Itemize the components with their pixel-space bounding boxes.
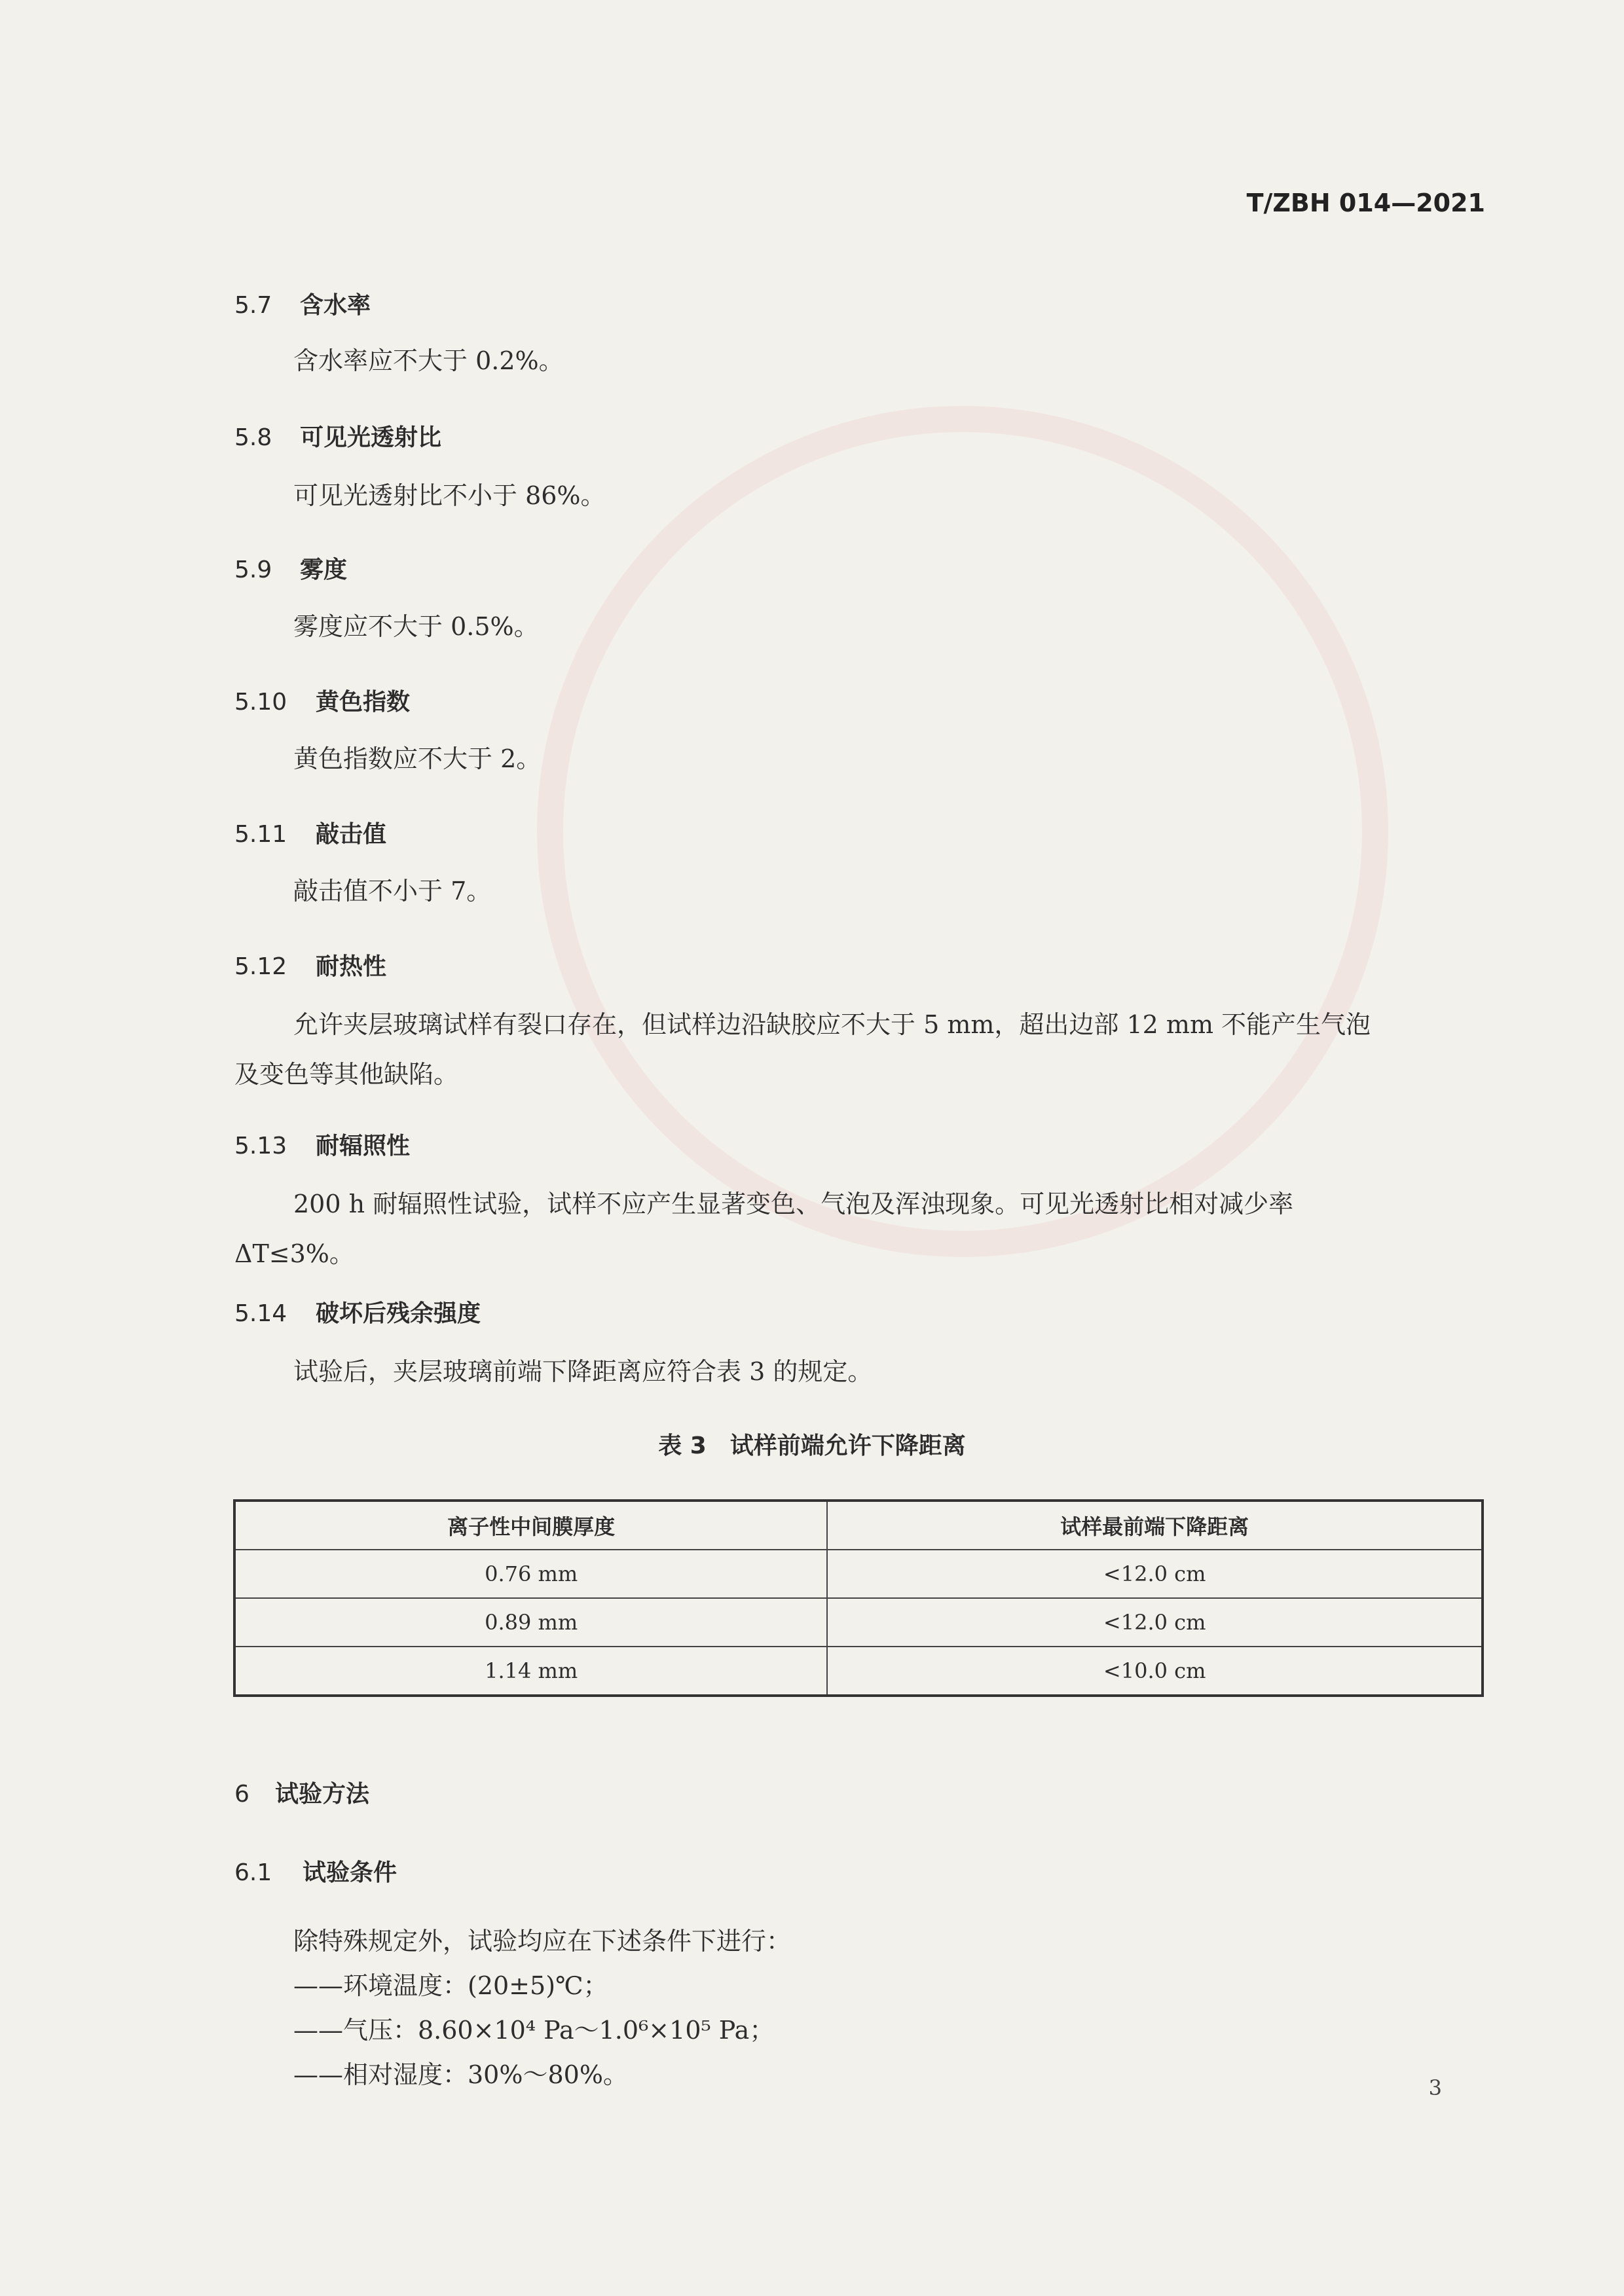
table-header-row bbox=[234, 1501, 1483, 1550]
table-caption: 表 3 试样前端允许下降距离 bbox=[658, 1432, 966, 1459]
section-number: 5.9 bbox=[234, 556, 272, 583]
condition-item-humidity: ——相对湿度：30%～80%。 bbox=[293, 2060, 628, 2089]
page-number: 3 bbox=[1428, 2075, 1442, 2100]
table-row bbox=[234, 1598, 1483, 1647]
section-heading-5-14 bbox=[234, 1295, 481, 1328]
condition-item-temperature: ——环境温度：(20±5)℃； bbox=[293, 1971, 608, 2000]
section-body-5-9: 雾度应不大于 0.5%。 bbox=[293, 612, 539, 641]
drop-distance-table bbox=[233, 1499, 1484, 1697]
table-cell: 0.76 mm bbox=[234, 1550, 827, 1598]
section-title: 耐辐照性 bbox=[316, 1133, 411, 1159]
section-heading-5-8 bbox=[234, 419, 441, 452]
section-title: 试验条件 bbox=[303, 1859, 397, 1886]
section-title: 耐热性 bbox=[316, 953, 387, 980]
section-body-5-10: 黄色指数应不大于 2。 bbox=[293, 744, 542, 773]
section-body-5-8: 可见光透射比不小于 86%。 bbox=[293, 481, 606, 510]
section-body-5-11: 敲击值不小于 7。 bbox=[293, 877, 492, 905]
section-number: 6.1 bbox=[234, 1859, 272, 1886]
section-heading-5-12 bbox=[234, 948, 386, 981]
section-title: 黄色指数 bbox=[316, 689, 411, 716]
section-title: 雾度 bbox=[300, 556, 348, 583]
faint-seal-watermark bbox=[537, 406, 1388, 1257]
condition-item-pressure: ——气压：8.60×10⁴ Pa～1.0⁶×10⁵ Pa； bbox=[293, 2016, 775, 2045]
table-row bbox=[234, 1550, 1483, 1598]
table-cell: 0.89 mm bbox=[234, 1598, 827, 1647]
section-body-5-7: 含水率应不大于 0.2%。 bbox=[293, 346, 564, 375]
section-body-5-12: 允许夹层玻璃试样有裂口存在，但试样边沿缺胶应不大于 5 mm，超出边部 12 mm 不能产生气泡 bbox=[293, 1010, 1371, 1039]
section-number: 5.8 bbox=[234, 424, 272, 451]
section-body-5-12-continued: 及变色等其他缺陷。 bbox=[234, 1060, 459, 1089]
section-heading-5-9 bbox=[234, 551, 347, 585]
section-number: 5.14 bbox=[234, 1300, 287, 1327]
section-title: 含水率 bbox=[300, 292, 371, 319]
table-cell: <12.0 cm bbox=[827, 1550, 1483, 1598]
test-conditions-intro: 除特殊规定外，试验均应在下述条件下进行： bbox=[293, 1927, 792, 1956]
chapter-title: 试验方法 bbox=[275, 1781, 370, 1808]
document-code: T/ZBH 014—2021 bbox=[1246, 189, 1485, 217]
table-header-cell: 离子性中间膜厚度 bbox=[234, 1501, 827, 1550]
section-heading-5-13 bbox=[234, 1127, 410, 1161]
section-body-5-14: 试验后，夹层玻璃前端下降距离应符合表 3 的规定。 bbox=[293, 1357, 873, 1386]
section-heading-5-10 bbox=[234, 683, 410, 717]
section-number: 5.7 bbox=[234, 292, 272, 319]
chapter-number: 6 bbox=[234, 1781, 249, 1808]
section-heading-5-11 bbox=[234, 816, 386, 849]
section-number: 5.10 bbox=[234, 689, 287, 716]
section-number: 5.11 bbox=[234, 821, 287, 848]
table-cell: <12.0 cm bbox=[827, 1598, 1483, 1647]
chapter-heading-6 bbox=[234, 1776, 369, 1809]
section-heading-6-1 bbox=[234, 1854, 397, 1887]
section-body-5-13-continued: ΔT≤3%。 bbox=[234, 1239, 354, 1268]
section-number: 5.13 bbox=[234, 1133, 287, 1159]
section-heading-5-7 bbox=[234, 287, 371, 320]
section-title: 可见光透射比 bbox=[300, 424, 442, 451]
table-cell: <10.0 cm bbox=[827, 1647, 1483, 1696]
table-header-cell: 试样最前端下降距离 bbox=[827, 1501, 1483, 1550]
section-body-5-13: 200 h 耐辐照性试验，试样不应产生显著变色、气泡及浑浊现象。可见光透射比相对减少率 bbox=[293, 1190, 1294, 1218]
table-cell: 1.14 mm bbox=[234, 1647, 827, 1696]
section-title: 敲击值 bbox=[316, 821, 387, 848]
section-number: 5.12 bbox=[234, 953, 287, 980]
section-title: 破坏后残余强度 bbox=[316, 1300, 481, 1327]
table-row bbox=[234, 1647, 1483, 1696]
